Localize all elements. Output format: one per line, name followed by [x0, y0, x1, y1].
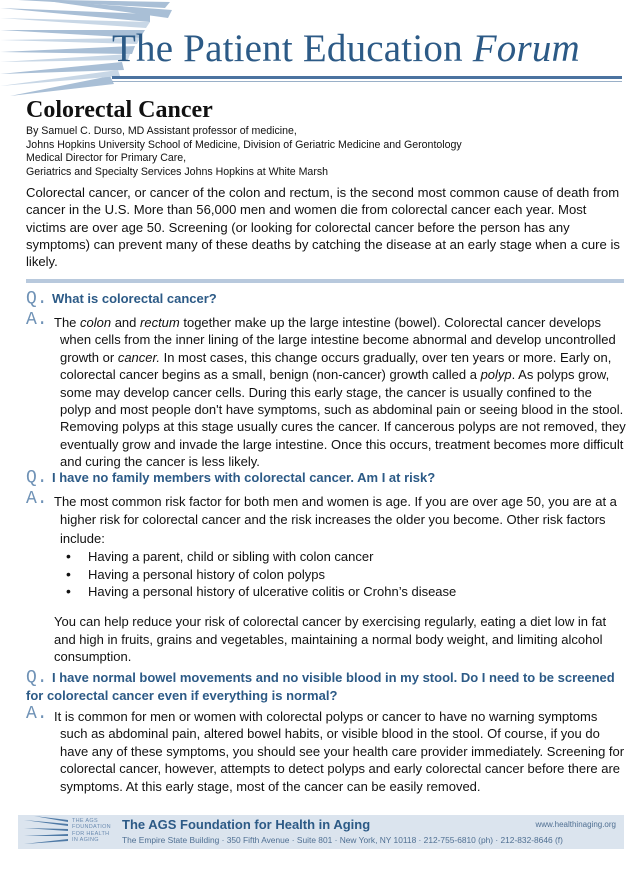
- masthead-rule-thin: [112, 81, 622, 82]
- intro-paragraph: Colorectal cancer, or cancer of the colon and rectum, is the second most common cause of death from cancer in the U.S. More than 56,000 men and women die from colorectal cancer each year. Most victims are over age 50. Screening (or looking for colorectal cancer before the person has any symptoms) can prevent many of these deaths by catching the disease at an early stage when a cure is likely.: [26, 185, 620, 270]
- answer-2: [26, 489, 626, 666]
- question-3: [26, 669, 626, 705]
- list-item: • Having a parent, child or sibling with colon cancer: [66, 548, 626, 565]
- masthead-title-main: The Patient Education: [112, 27, 463, 70]
- footer-org-name: The AGS Foundation for Health in Aging: [122, 817, 371, 832]
- a-mark: A.: [26, 704, 48, 724]
- list-item: • Having a personal history of colon polyps: [66, 566, 626, 583]
- a-mark: A.: [26, 310, 48, 330]
- risk-factor-list: [66, 548, 626, 600]
- masthead-title-forum: Forum: [472, 27, 580, 70]
- answer-2-closing: You can help reduce your risk of colorectal cancer by exercising regularly, eating a diet low in fat and high in fruits, grains and vegetables, maintaining a normal body weight, and limiting alcohol consumption.: [54, 614, 607, 665]
- question-1: [26, 289, 626, 309]
- answer-3-text: It is common for men or women with colorectal polyps or cancer to have no warning symptoms such as abdominal pain, altered bowel habits, or visible blood in the stool. Of course, if you do have any of these symptoms, you should see your health care provider immediately. Screening for colorectal cancer, however, attempts to detect polyps and early colorectal cancer before there are symptoms. At this early stage, most of the cancer can be easily removed.: [54, 709, 625, 794]
- answer-3: [26, 704, 626, 795]
- q-mark: Q.: [26, 289, 48, 309]
- answer-1-seg: together make up the large intestine (bowel). Colorectal cancer develops when cells from the inner lining of the large intestine become abnormal and develop uncontrolled growth or: [60, 315, 616, 365]
- question-2-text: I have no family members with colorectal cancer. Am I at risk?: [52, 470, 436, 485]
- q-mark: Q.: [26, 668, 48, 688]
- answer-1-text: [26, 310, 626, 471]
- footer-url-link[interactable]: www.healthinaging.org: [535, 820, 616, 829]
- answer-1-seg: The: [54, 315, 81, 330]
- list-item: • Having a personal history of ulcerative colitis or Crohn’s disease: [66, 583, 626, 600]
- byline: [26, 125, 462, 179]
- answer-1-seg: In most cases, this change occurs gradually, over ten years or more. Early on, colorectal cancer begins as a small, benign (non-cancer) growth called a: [60, 349, 612, 383]
- masthead-header: [0, 0, 644, 96]
- footer-logo-line: IN AGING: [72, 837, 99, 844]
- footer-logo-text: [72, 818, 111, 844]
- byline-line: Medical Director for Primary Care,: [26, 152, 187, 165]
- footer-banner: [18, 815, 624, 849]
- footer-address: The Empire State Building · 350 Fifth Avenue · Suite 801 · New York, NY 10118 · 212-755-6810 (ph) · 212-832-8646 (f): [122, 835, 563, 845]
- a-mark: A.: [26, 489, 48, 509]
- section-divider: [26, 279, 624, 283]
- question-2: [26, 468, 626, 488]
- term-colon: colon: [80, 315, 112, 330]
- answer-1-seg: and: [111, 315, 141, 330]
- term-rectum: rectum: [140, 315, 180, 330]
- byline-line: Geriatrics and Specialty Services Johns Hopkins at White Marsh: [26, 165, 329, 178]
- q-mark: Q.: [26, 468, 48, 488]
- question-3-text: I have normal bowel movements and no visible blood in my stool. Do I need to be screened for colorectal cancer even if everything is normal?: [26, 670, 615, 703]
- footer-logo-line: THE AGS: [72, 818, 98, 824]
- ags-foundation-logo-icon: [24, 816, 70, 848]
- masthead-rule: [112, 76, 622, 79]
- answer-1-seg: . As polyps grow, some may develop cancer cells. During this early stage, the cancer is usually confined to the polyp and most people don't have symptoms, such as abdominal pain or seeing blood in the stool. Removing polyps at this stage usually cures the cancer. If cancerous polyps are not removed, they eventually grow and invade the large intestine. Once this occurs, treatment becomes more difficult and curing the cancer is less likely.: [60, 367, 626, 470]
- answer-1: [26, 310, 626, 471]
- term-polyp: polyp: [480, 367, 512, 383]
- term-cancer: cancer.: [117, 349, 160, 365]
- footer-logo-line: FOUNDATION: [72, 824, 111, 831]
- byline-line: Johns Hopkins University School of Medicine, Division of Geriatric Medicine and Gerontology: [26, 138, 462, 151]
- byline-line: By Samuel C. Durso, MD Assistant professor of medicine,: [26, 125, 297, 137]
- question-1-text: What is colorectal cancer?: [52, 291, 217, 306]
- masthead-title: [112, 26, 580, 71]
- article-title: Colorectal Cancer: [26, 97, 213, 123]
- answer-2-intro: The most common risk factor for both men and women is age. If you are over age 50, you are at a higher risk for colorectal cancer and the risk increases the older you become. Other risk factors include:: [54, 494, 617, 546]
- footer-logo-line: FOR HEALTH: [72, 830, 110, 837]
